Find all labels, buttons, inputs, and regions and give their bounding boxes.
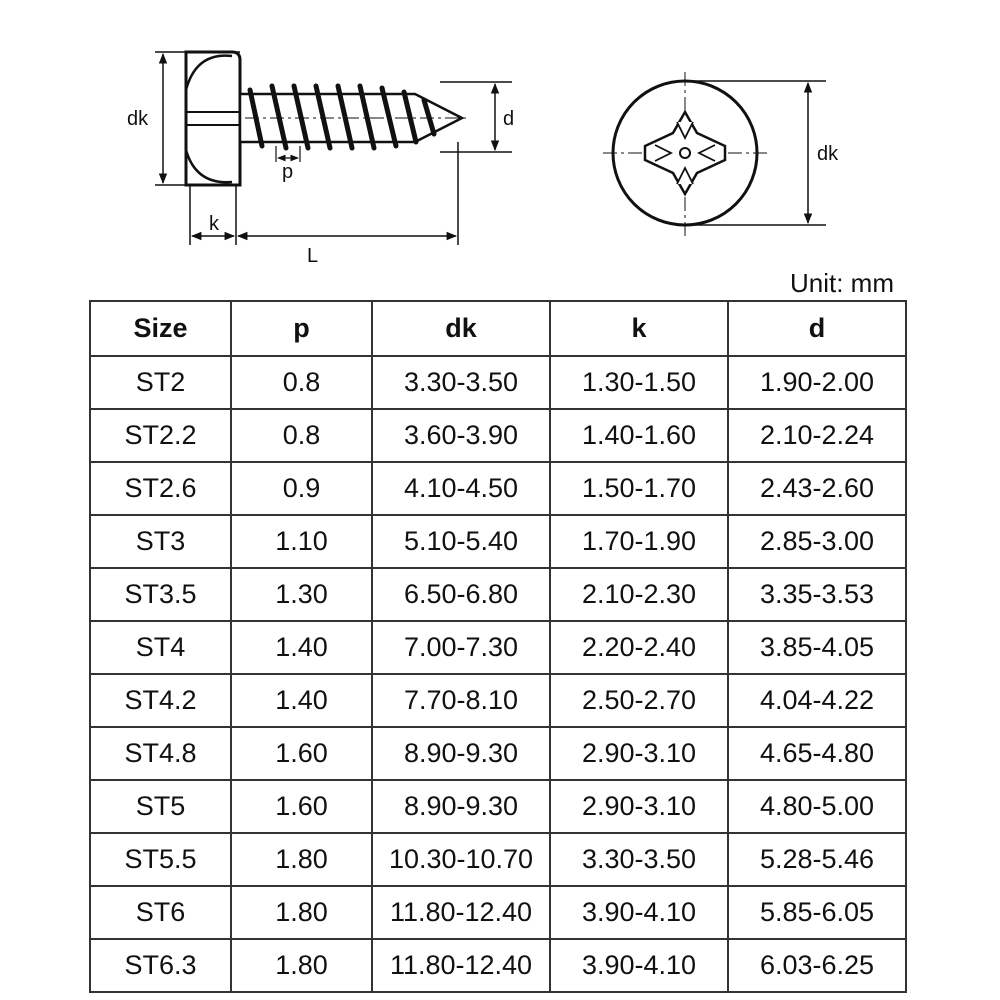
dk-top-label: dk [817,143,839,165]
table-cell: 2.43-2.60 [728,462,906,515]
table-cell: ST5 [90,780,231,833]
table-cell: 1.60 [231,780,372,833]
table-cell: 1.80 [231,939,372,992]
table-cell: 2.85-3.00 [728,515,906,568]
table-cell: 1.70-1.90 [550,515,728,568]
table-cell: 7.00-7.30 [372,621,550,674]
table-cell: ST6 [90,886,231,939]
table-cell: ST4.2 [90,674,231,727]
table-cell: 1.40-1.60 [550,409,728,462]
screw-spec-table [89,300,907,993]
table-row [90,356,906,409]
table-cell: 3.30-3.50 [372,356,550,409]
table-cell: ST6.3 [90,939,231,992]
table-cell: 3.60-3.90 [372,409,550,462]
p-label: p [282,161,294,183]
column-header: k [550,301,728,356]
screw-technical-drawing [0,0,1000,290]
k-label: k [209,213,219,235]
table-cell: 6.03-6.25 [728,939,906,992]
table-row [90,462,906,515]
table-cell: ST3.5 [90,568,231,621]
table-header-row [90,301,906,356]
unit-label: Unit: mm [790,268,894,298]
table-cell: 2.90-3.10 [550,780,728,833]
table-cell: 3.90-4.10 [550,939,728,992]
table-cell: 1.40 [231,674,372,727]
table-cell: ST2.2 [90,409,231,462]
table-cell: 8.90-9.30 [372,780,550,833]
table-row [90,939,906,992]
table-cell: 2.90-3.10 [550,727,728,780]
table-cell: 4.04-4.22 [728,674,906,727]
table-row [90,674,906,727]
table-cell: 2.10-2.24 [728,409,906,462]
column-header: dk [372,301,550,356]
column-header: p [231,301,372,356]
table-cell: 5.85-6.05 [728,886,906,939]
table-cell: 1.90-2.00 [728,356,906,409]
table-cell: 3.30-3.50 [550,833,728,886]
table-cell: 11.80-12.40 [372,939,550,992]
table-cell: 7.70-8.10 [372,674,550,727]
table-cell: 2.10-2.30 [550,568,728,621]
top-view-screw-head [603,72,826,238]
table-body [90,356,906,992]
table-cell: 4.10-4.50 [372,462,550,515]
table-cell: 1.60 [231,727,372,780]
table-cell: 1.40 [231,621,372,674]
table-cell: 3.35-3.53 [728,568,906,621]
table-cell: 3.90-4.10 [550,886,728,939]
table-cell: ST5.5 [90,833,231,886]
table-cell: 1.80 [231,833,372,886]
table-cell: 10.30-10.70 [372,833,550,886]
column-header: d [728,301,906,356]
table-cell: 1.30-1.50 [550,356,728,409]
L-label: L [307,245,319,267]
table-cell: 0.8 [231,409,372,462]
table-cell: 4.65-4.80 [728,727,906,780]
table-cell: 4.80-5.00 [728,780,906,833]
table-cell: 0.8 [231,356,372,409]
table-cell: 5.28-5.46 [728,833,906,886]
table-row [90,833,906,886]
table-cell: 6.50-6.80 [372,568,550,621]
table-cell: 11.80-12.40 [372,886,550,939]
table-row [90,515,906,568]
d-label: d [503,108,515,130]
table-cell: ST3 [90,515,231,568]
table-cell: 1.50-1.70 [550,462,728,515]
table-row [90,409,906,462]
table-row [90,727,906,780]
table-cell: 2.50-2.70 [550,674,728,727]
table-cell: ST4 [90,621,231,674]
table-cell: 0.9 [231,462,372,515]
table-cell: ST4.8 [90,727,231,780]
column-header: Size [90,301,231,356]
table-row [90,780,906,833]
table-cell: 8.90-9.30 [372,727,550,780]
table-cell: 1.10 [231,515,372,568]
table-row [90,621,906,674]
table-cell: ST2 [90,356,231,409]
table-row [90,568,906,621]
table-cell: 1.80 [231,886,372,939]
table-cell: 5.10-5.40 [372,515,550,568]
table-cell: 2.20-2.40 [550,621,728,674]
table-cell: 3.85-4.05 [728,621,906,674]
table-cell: ST2.6 [90,462,231,515]
dk-side-label: dk [127,108,149,130]
table-cell: 1.30 [231,568,372,621]
table-row [90,886,906,939]
